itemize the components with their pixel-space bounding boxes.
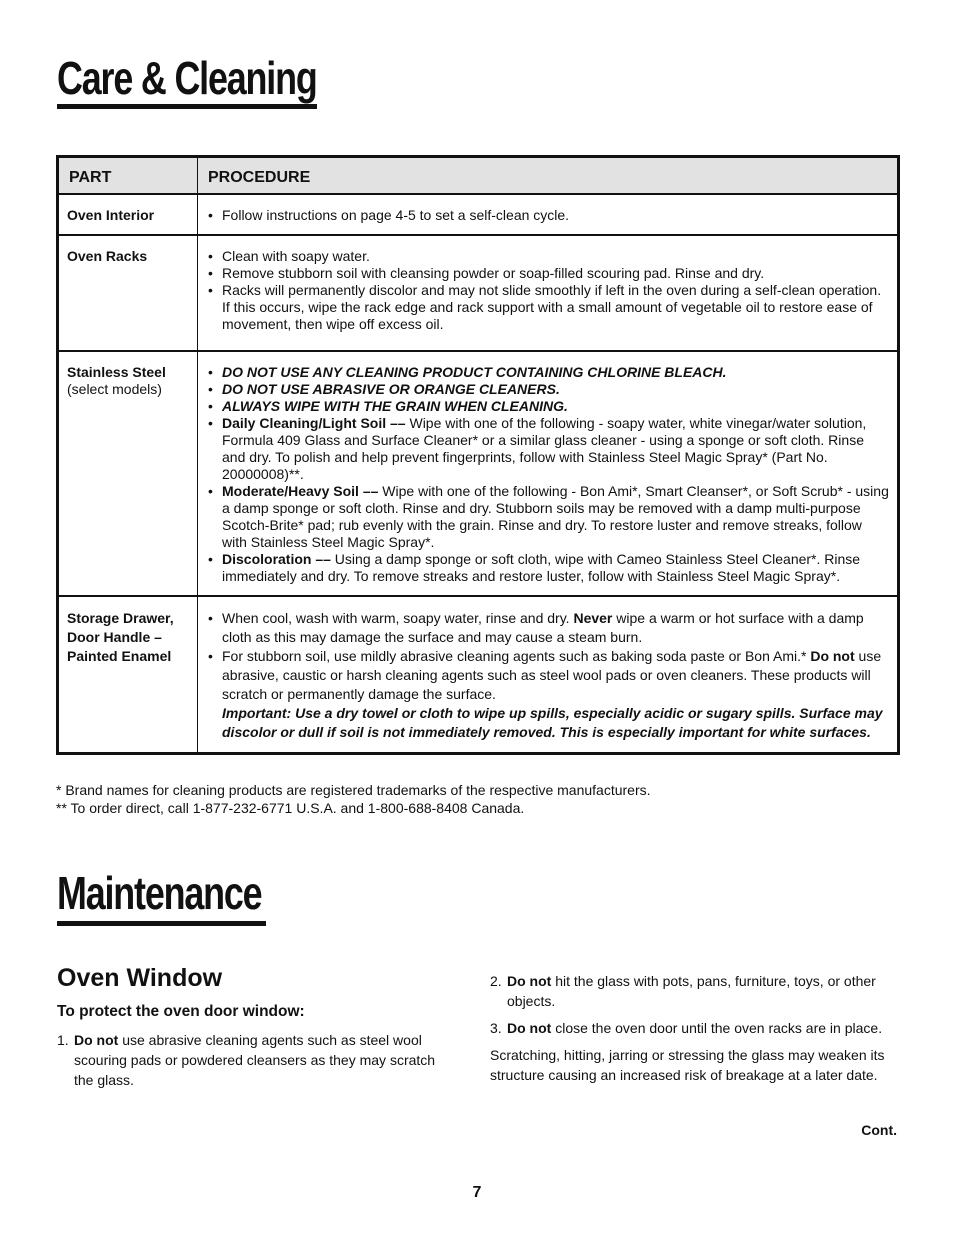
procedure-item — [206, 207, 889, 224]
procedure-cell — [198, 194, 899, 235]
care-table — [56, 155, 900, 755]
header-procedure: PROCEDURE — [198, 157, 899, 195]
procedure-emphasis: Never — [573, 610, 613, 626]
procedure-text: Follow instructions on page 4-5 to set a self-clean cycle. — [222, 207, 570, 223]
procedure-item — [206, 364, 889, 381]
part-label: Oven Interior — [67, 207, 155, 223]
oven-window-heading: Oven Window — [57, 964, 223, 992]
steps-list-left — [57, 1030, 457, 1090]
procedure-text: Remove stubborn soil with cleansing powder or soap-filled scouring pad. Rinse and dry. — [222, 265, 765, 281]
procedure-item — [206, 415, 889, 483]
continued-label: Cont. — [861, 1122, 897, 1138]
warning-text: ALWAYS WIPE WITH THE GRAIN WHEN CLEANING. — [222, 398, 568, 414]
part-label: Oven Racks — [67, 248, 148, 264]
procedure-item — [206, 551, 889, 585]
list-item — [490, 971, 896, 1011]
part-label: Storage Drawer, Door Handle – Painted Enamel — [67, 610, 174, 664]
part-cell — [58, 235, 198, 351]
procedure-item — [206, 647, 889, 704]
step-emphasis: Do not — [507, 1020, 552, 1036]
table-row — [58, 235, 899, 351]
procedure-item — [206, 483, 889, 551]
procedure-cell — [198, 596, 899, 754]
procedure-text: Wipe with one of the following - Bon Ami*, Smart Cleanser*, or Soft Scrub* - using a damp sponge or soft cloth. Rinse and dry. Stubborn soils may be removed with a damp multi-purpose Scotch-Brite* pad; rub evenly with the grain. Rinse and dry. To restore luster and remove streaks, follow with Stainless Steel Magic Spray*. — [222, 483, 889, 550]
procedure-text: Clean with soapy water. — [222, 248, 370, 264]
step-text: close the oven door until the oven racks are in place. — [551, 1020, 883, 1036]
protect-window-heading: To protect the oven door window: — [57, 1003, 305, 1020]
procedure-text: use abrasive, caustic or harsh cleaning agents such as steel wool pads or oven cleaners. These products will scratch or permanently damage the surface. — [222, 648, 882, 702]
step-number: 2. — [490, 973, 502, 989]
step-emphasis: Do not — [507, 973, 552, 989]
procedure-text: wipe a warm or hot surface with a damp cloth as this may damage the surface and may cause a steam burn. — [222, 610, 864, 645]
care-cleaning-title: Care & Cleaning — [57, 52, 317, 104]
procedure-note — [206, 704, 889, 742]
part-cell — [58, 194, 198, 235]
header-part: PART — [58, 157, 198, 195]
important-note: Important: Use a dry towel or cloth to wipe up spills, especially acidic or sugary spills. Surface may discolor or dull if soil is not immediately removed. This is especially important for white surfaces. — [222, 705, 883, 740]
procedure-text: When cool, wash with warm, soapy water, rinse and dry. — [222, 610, 574, 626]
part-cell — [58, 596, 198, 754]
part-cell — [58, 351, 198, 596]
procedure-lead: Daily Cleaning/Light Soil –– — [222, 415, 406, 431]
list-item — [57, 1030, 457, 1090]
care-title-rule — [57, 104, 317, 109]
step-number: 3. — [490, 1020, 502, 1036]
procedure-item — [206, 282, 889, 333]
warning-text: DO NOT USE ABRASIVE OR ORANGE CLEANERS. — [222, 381, 560, 397]
maintenance-left-column — [57, 964, 457, 1097]
table-row — [58, 194, 899, 235]
procedure-cell — [198, 351, 899, 596]
procedure-emphasis: Do not — [810, 648, 855, 664]
maintenance-title-rule — [57, 921, 266, 926]
procedure-text: For stubborn soil, use mildly abrasive cleaning agents such as baking soda paste or Bon Ami.* — [222, 648, 811, 664]
procedure-text: Racks will permanently discolor and may not slide smoothly if left in the oven during a self-clean operation. If this occurs, wipe the rack edge and rack support with a small amount of vegetable oil to restore ease of movement, then wipe off excess oil. — [222, 282, 882, 332]
procedure-item — [206, 609, 889, 647]
table-row — [58, 596, 899, 754]
part-sublabel: (select models) — [67, 381, 162, 397]
procedure-item — [206, 265, 889, 282]
step-emphasis: Do not — [74, 1032, 119, 1048]
list-item — [490, 1018, 896, 1038]
procedure-item — [206, 381, 889, 398]
footnote-trademark: * Brand names for cleaning products are registered trademarks of the respective manufacturers. — [56, 782, 651, 798]
procedure-lead: Discoloration –– — [222, 551, 331, 567]
procedure-item — [206, 248, 889, 265]
procedure-text: Wipe with one of the following - soapy water, white vinegar/water solution, Formula 409 Glass and Surface Cleaner* or a similar glass cleaner - using a sponge or soft cloth. Rinse and dry. To polish and help prevent fingerprints, follow with Stainless Steel Magic Spray* (Part No. 20000008)**. — [222, 415, 867, 482]
footnote-order: ** To order direct, call 1-877-232-6771 U.S.A. and 1-800-688-8408 Canada. — [56, 800, 525, 816]
procedure-text: Using a damp sponge or soft cloth, wipe with Cameo Stainless Steel Cleaner*. Rinse immediately and dry. To remove streaks and restore luster, follow with Stainless Steel Magic Spray*. — [222, 551, 861, 584]
table-header-row — [58, 157, 899, 195]
table-row — [58, 351, 899, 596]
step-text: use abrasive cleaning agents such as steel wool scouring pads or powdered cleansers as they may scratch the glass. — [74, 1032, 436, 1088]
step-text: hit the glass with pots, pans, furniture, toys, or other objects. — [507, 973, 876, 1009]
procedure-cell — [198, 235, 899, 351]
procedure-item — [206, 398, 889, 415]
warning-text: DO NOT USE ANY CLEANING PRODUCT CONTAINING CHLORINE BLEACH. — [222, 364, 727, 380]
page-number: 7 — [472, 1184, 482, 1201]
footnotes — [56, 781, 651, 817]
step-number: 1. — [57, 1032, 69, 1048]
steps-list-right — [490, 971, 896, 1038]
maintenance-right-column — [490, 971, 896, 1085]
maintenance-title: Maintenance — [57, 867, 262, 919]
closing-paragraph: Scratching, hitting, jarring or stressing the glass may weaken its structure causing an increased risk of breakage at a later date. — [490, 1047, 885, 1083]
part-label: Stainless Steel — [67, 364, 166, 380]
procedure-lead: Moderate/Heavy Soil –– — [222, 483, 379, 499]
